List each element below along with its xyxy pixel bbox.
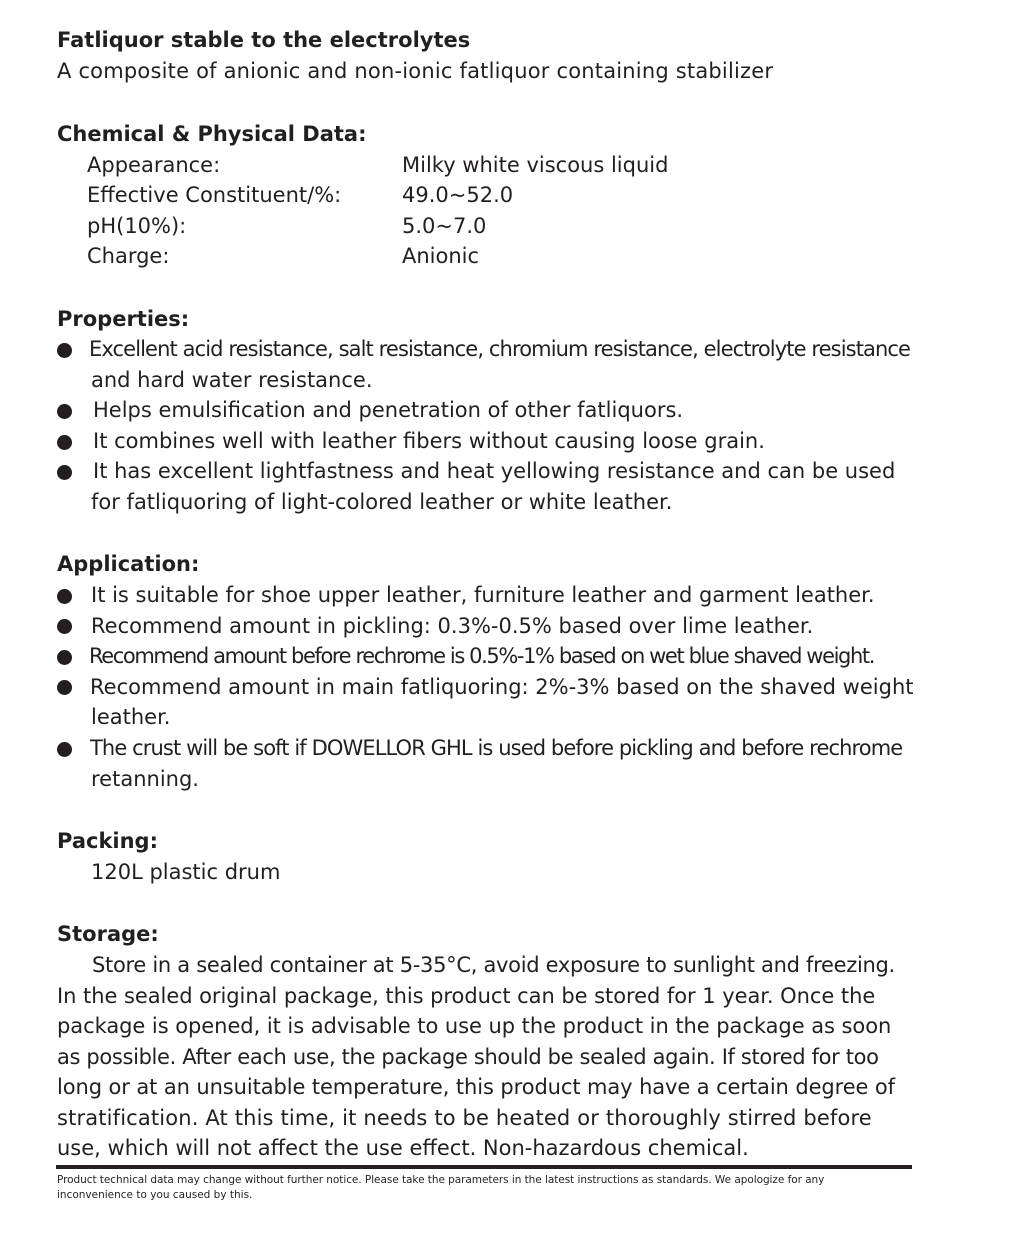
properties-heading: Properties:: [57, 307, 190, 331]
list-item: leather.: [91, 705, 171, 729]
list-item: Excellent acid resistance, salt resistance, chromium resistance, electrolyte resistance: [89, 337, 911, 361]
document-title: Fatliquor stable to the electrolytes: [57, 28, 471, 52]
chemical-value: Anionic: [402, 244, 480, 268]
chemical-label: Effective Constituent/%:: [87, 183, 342, 207]
bullet-icon: [57, 742, 72, 757]
list-item: Recommend amount in main fatliquoring: 2%-3% based on the shaved weight: [90, 675, 914, 699]
list-item: It combines well with leather fibers without causing loose grain.: [93, 429, 765, 453]
storage-paragraph-line: package is opened, it is advisable to use up the product in the package as soon: [57, 1014, 892, 1038]
bullet-icon: [57, 435, 72, 450]
storage-paragraph-line: Store in a sealed container at 5-35°C, avoid exposure to sunlight and freezing.: [92, 953, 895, 977]
storage-paragraph-line: long or at an unsuitable temperature, this product may have a certain degree of: [57, 1075, 895, 1099]
bullet-icon: [57, 465, 72, 480]
bullet-icon: [57, 680, 72, 695]
chemical-value: 49.0~52.0: [402, 183, 514, 207]
storage-paragraph-line: as possible. After each use, the package should be sealed again. If stored for too: [57, 1045, 879, 1069]
chemical-value: 5.0~7.0: [402, 214, 487, 238]
list-item: and hard water resistance.: [91, 368, 373, 392]
chemical-label: Charge:: [87, 244, 170, 268]
packing-heading: Packing:: [57, 829, 158, 853]
list-item: Helps emulsification and penetration of other fatliquors.: [93, 398, 684, 422]
storage-paragraph-line: stratification. At this time, it needs to be heated or thoroughly stirred before: [57, 1106, 872, 1130]
list-item: for fatliquoring of light-colored leather or white leather.: [91, 490, 673, 514]
storage-heading: Storage:: [57, 922, 159, 946]
bullet-icon: [57, 343, 72, 358]
bullet-icon: [57, 619, 72, 634]
storage-paragraph-line: In the sealed original package, this product can be stored for 1 year. Once the: [57, 984, 876, 1008]
document-subtitle: A composite of anionic and non-ionic fatliquor containing stabilizer: [57, 59, 774, 83]
chemical-label: Appearance:: [87, 153, 221, 177]
list-item: It has excellent lightfastness and heat yellowing resistance and can be used: [93, 459, 896, 483]
packing-text: 120L plastic drum: [91, 860, 281, 884]
application-heading: Application:: [57, 552, 200, 576]
list-item: retanning.: [91, 767, 199, 791]
chemical-data-heading: Chemical & Physical Data:: [57, 122, 367, 146]
bullet-icon: [57, 650, 72, 665]
footer-disclaimer: inconvenience to you caused by this.: [57, 1189, 253, 1201]
footer-divider: [56, 1165, 912, 1169]
list-item: Recommend amount in pickling: 0.3%-0.5% based over lime leather.: [91, 614, 814, 638]
bullet-icon: [57, 589, 72, 604]
bullet-icon: [57, 404, 72, 419]
chemical-value: Milky white viscous liquid: [402, 153, 669, 177]
footer-disclaimer: Product technical data may change without further notice. Please take the parameters in the latest instructions as standards. We apologize for any: [57, 1174, 825, 1186]
list-item: Recommend amount before rechrome is 0.5%-1% based on wet blue shaved weight.: [89, 644, 874, 668]
chemical-label: pH(10%):: [87, 214, 187, 238]
list-item: It is suitable for shoe upper leather, furniture leather and garment leather.: [91, 583, 875, 607]
storage-paragraph-line: use, which will not affect the use effect. Non-hazardous chemical.: [57, 1136, 749, 1160]
list-item: The crust will be soft if DOWELLOR GHL is used before pickling and before rechrome: [90, 736, 903, 760]
